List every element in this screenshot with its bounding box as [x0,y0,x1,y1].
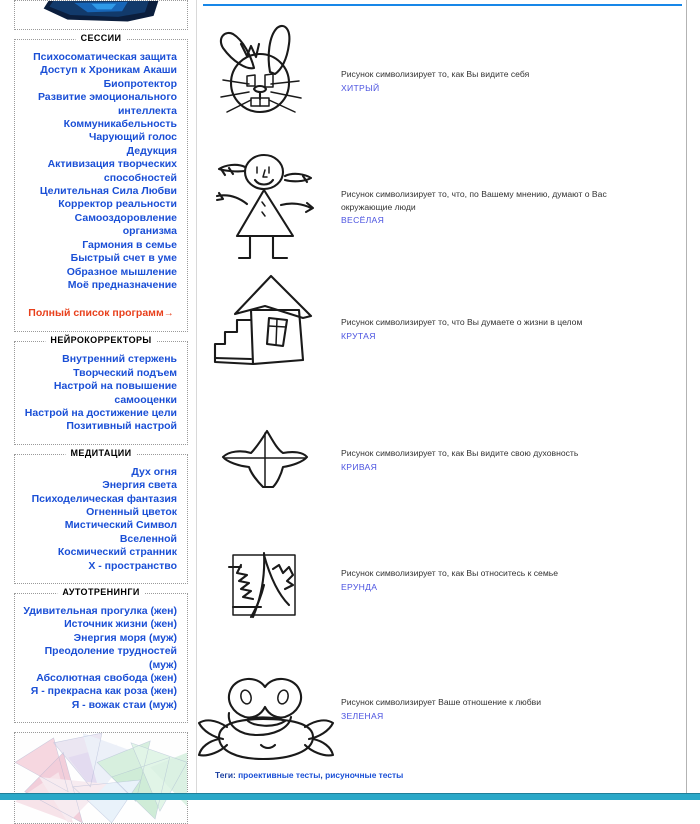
list-item [23,493,177,506]
list-item [23,266,177,279]
result-answer: ЗЕЛЕНАЯ [341,710,384,721]
list-item [23,685,177,698]
list-item [23,519,177,546]
sidebar-item-source-of-life[interactable]: Источник жизни (жен) [64,618,177,631]
sidebar-block-sessions [14,33,188,332]
sidebar-item-self-healing[interactable]: Самооздоровление организма [74,211,177,238]
results-list [197,6,700,780]
arrow-right-icon: → [163,308,174,320]
result-description: Рисунок символизирует то, что Вы думаете о жизни в целом [341,317,583,327]
dark-blue-box-banner-icon [15,1,187,29]
list-item [23,158,177,171]
result-answer: ХИТРЫЙ [341,82,380,93]
main-content [196,0,700,800]
description-cell [337,16,700,95]
drawing-cell [197,421,337,505]
sidebar-item-mystic-symbol[interactable]: Мистический Символ Вселенной [64,519,177,545]
sidebar-item-positive-mood[interactable]: Позитивный настрой [66,420,177,433]
list-item [23,672,177,685]
list-item [23,252,177,265]
tag-drawing-tests[interactable]: рисуночные тесты [325,770,404,780]
list-item [23,380,177,393]
sidebar-item-x-space[interactable]: Х - пространство [88,559,177,572]
sidebar-item-pack-leader[interactable]: Я - вожак стаи (муж) [71,698,177,711]
sidebar-item-psychedelic-fantasy[interactable]: Психоделическая фантазия [31,492,177,505]
list-item [23,560,177,573]
sidebar-item-fiery-flower[interactable]: Огненный цветок [86,505,177,518]
result-answer: ВЕСЁЛАЯ [341,215,385,225]
list-item [23,407,177,420]
sidebar-item-charming-voice[interactable]: Чарующий голос [88,131,177,144]
pastel-polygon-banner-icon [15,733,187,823]
scrollbar-track[interactable] [687,0,700,800]
sidebar-item-healing-power-of-love[interactable]: Целительная Сила Любви [39,185,177,198]
drawing-cell [197,541,337,625]
sidebar-item-emotional-intelligence-1[interactable]: Развитие эмоционального [37,91,177,104]
list-item [23,145,177,158]
tag-projective-tests[interactable]: проективные тесты [238,770,321,780]
sidebar-item-absolute-freedom[interactable]: Абсолютная свобода (жен) [36,672,177,685]
list-item [23,279,177,292]
list-item [23,91,177,104]
sidebar-legend-neurocorrectors: НЕЙРОКОРРЕКТОРЫ [45,335,156,345]
sidebar-item-cosmic-wanderer[interactable]: Космический странник [57,546,177,559]
sidebar-item-reality-corrector[interactable]: Корректор реальности [58,198,177,211]
list-item [23,618,177,631]
sidebar-item-creative-activation-1[interactable]: Активизация творческих [47,158,177,171]
list-item [23,198,177,211]
sidebar-item-inner-core[interactable]: Внутренний стержень [62,353,177,366]
list-item [23,64,177,77]
table-row [197,671,700,766]
list-item [23,479,177,492]
sidebar-item-fast-mental-math[interactable]: Быстрый счет в уме [70,252,177,265]
sidebar-list-sessions [23,48,179,294]
list-item [23,118,177,131]
list-item [23,632,177,645]
list-item [23,506,177,519]
result-description: Рисунок символизирует то, как Вы видите свою духовность [341,448,579,458]
sidebar-item-overcoming-difficulties[interactable]: Преодоление трудностей (муж) [44,645,177,671]
list-item [23,185,177,198]
list-item [23,420,177,433]
right-gutter [686,0,700,800]
sidebar-item-family-harmony[interactable]: Гармония в семье [82,238,177,251]
result-description: Рисунок символизирует то, что, по Вашему мнению, думают о Вас окружающие люди [341,189,607,212]
house-with-stairs-drawing [207,270,327,375]
description-cell [337,421,700,474]
sidebar-item-sea-energy[interactable]: Энергия моря (муж) [73,631,177,644]
result-answer: КРИВАЯ [341,461,378,472]
sidebar-item-self-esteem-1[interactable]: Настрой на повышение [53,380,177,393]
list-item [23,605,177,618]
tags-line [215,770,700,780]
list-item [23,172,177,185]
sidebar-legend-sessions: СЕССИИ [76,33,127,43]
result-answer: КРУТАЯ [341,330,376,341]
sidebar-item-emotional-intelligence-2[interactable]: интеллекта [117,104,177,117]
sidebar-block-neurocorrectors [14,335,188,444]
sidebar-top-banner[interactable] [14,0,188,30]
sidebar-list-neurocorrectors [23,350,179,435]
list-item [23,367,177,380]
drawing-cell [197,266,337,375]
star-drawing [207,425,327,505]
list-item [23,239,177,252]
table-row [197,541,700,671]
table-row [197,146,700,266]
sidebar-item-imaginative-thinking[interactable]: Образное мышление [66,265,177,278]
description-cell [337,671,700,723]
sidebar-item-beautiful-as-rose[interactable]: Я - прекрасна как роза (жен) [30,685,177,698]
list-item [23,394,177,407]
sidebar-item-spirit-of-fire[interactable]: Дух огня [131,465,177,478]
sidebar-item-my-purpose[interactable]: Моё предназначение [67,278,177,291]
sidebar-legend-autotrainings: АУТОТРЕНИНГИ [57,587,144,597]
result-answer: ЕРУНДА [341,581,378,592]
sidebar-item-creative-uplift[interactable]: Творческий подъем [73,366,177,379]
list-item [23,466,177,479]
frog-drawing [197,675,337,775]
rabbit-head-drawing [207,20,327,130]
sidebar-list-meditations [23,463,179,575]
list-item [23,645,177,672]
sidebar-item-self-esteem-2[interactable]: самооценки [114,393,177,406]
abstract-scribble-frame-drawing [207,545,327,625]
girl-figure-drawing [207,150,327,260]
list-item [23,546,177,559]
drawing-cell [197,671,337,775]
full-program-list-link[interactable]: Полный список программ [28,307,164,320]
result-description: Рисунок символизирует то, как Вы относитесь к семье [341,568,559,578]
bottom-bar [0,793,700,800]
sidebar-item-goal-achievement[interactable]: Настрой на достижение цели [24,406,177,419]
sidebar-bottom-banner[interactable] [14,732,188,824]
tags-label: Теги: [215,770,236,780]
sidebar-block-autotrainings [14,587,188,723]
list-item [23,105,177,118]
sidebar [0,0,196,800]
description-cell [337,266,700,343]
drawing-cell [197,146,337,260]
sidebar-block-meditations [14,447,188,584]
list-item [23,699,177,712]
list-item [23,131,177,144]
sidebar-item-deduction[interactable]: Дедукция [126,144,177,157]
list-item [23,212,177,239]
sidebar-item-communicability[interactable]: Коммуникабельность [63,118,177,131]
sidebar-full-program-list[interactable] [23,294,179,323]
result-description: Рисунок символизирует Ваше отношение к любви [341,697,542,707]
list-item [23,353,177,366]
table-row [197,421,700,541]
sidebar-item-bioprotector[interactable]: Биопротектор [103,77,177,90]
drawing-cell [197,16,337,130]
sidebar-item-akashic-records[interactable]: Доступ к Хроникам Акаши [40,64,177,77]
sidebar-list-autotrainings [23,602,179,714]
sidebar-item-energy-of-light[interactable]: Энергия света [102,479,177,492]
result-description: Рисунок символизирует то, как Вы видите себя [341,69,530,79]
tag-separator: , [320,770,326,780]
table-row [197,266,700,421]
description-cell [337,541,700,594]
description-cell [337,146,700,227]
sidebar-item-amazing-walk[interactable]: Удивительная прогулка (жен) [23,605,177,617]
list-item [23,78,177,91]
list-item [23,51,177,64]
sidebar-item-psychosomatic-defense[interactable]: Психосоматическая защита [33,51,177,63]
table-row [197,16,700,146]
sidebar-legend-meditations: МЕДИТАЦИИ [66,448,137,458]
sidebar-item-creative-activation-2[interactable]: способностей [103,171,177,184]
